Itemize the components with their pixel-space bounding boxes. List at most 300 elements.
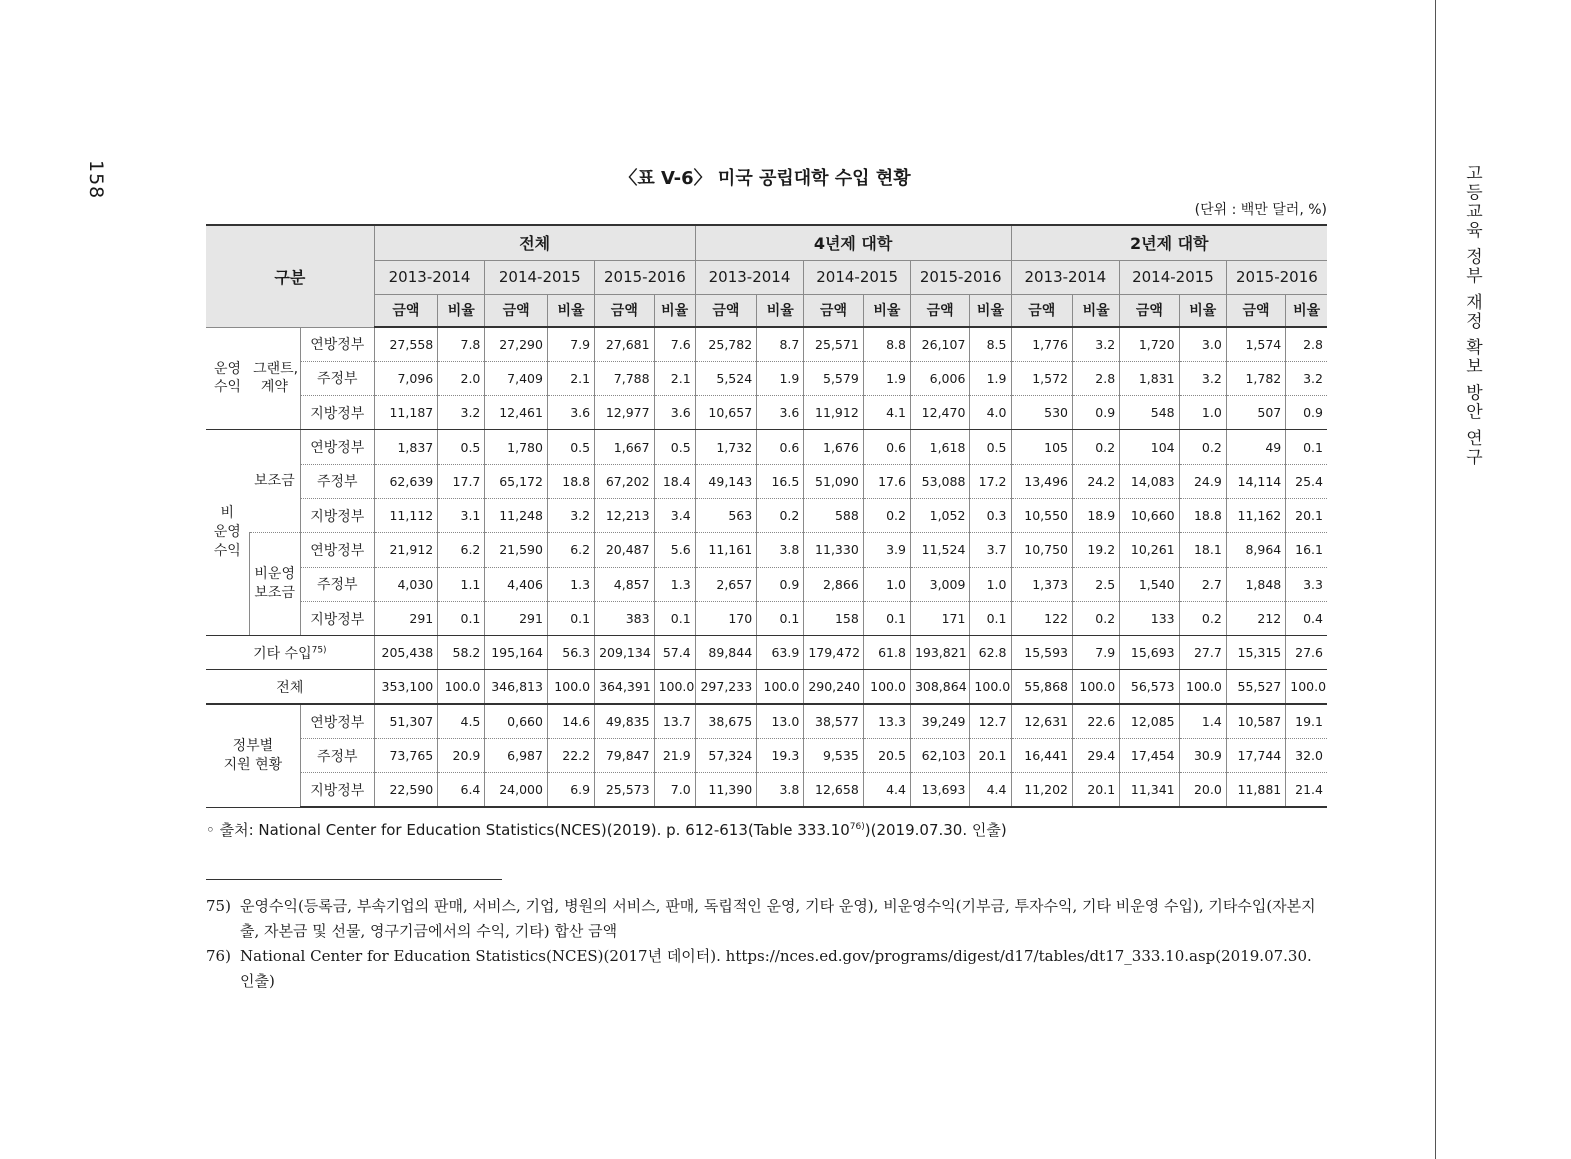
cell-amount: 11,187: [374, 396, 438, 430]
cell-ratio: 1.4: [1179, 704, 1226, 738]
cell-amount: 5,579: [804, 361, 863, 395]
cell-ratio: 3.7: [970, 533, 1011, 567]
cell-amount: 51,307: [374, 704, 438, 738]
cell-ratio: 20.9: [438, 739, 485, 773]
cell-amount: 27,681: [595, 327, 654, 361]
cell-ratio: 4.5: [438, 704, 485, 738]
cell-ratio: 22.6: [1073, 704, 1120, 738]
cell-ratio: 56.3: [547, 636, 594, 670]
cell-ratio: 30.9: [1179, 739, 1226, 773]
table-title: 〈표 V-6〉 미국 공립대학 수입 현황: [619, 168, 911, 189]
cell-amount: 10,261: [1120, 533, 1179, 567]
label-total: 전체: [206, 670, 374, 704]
cell-amount: 13,496: [1011, 464, 1073, 498]
table-row: [206, 430, 1327, 464]
cell-amount: 57,324: [695, 739, 757, 773]
cell-amount: 212: [1226, 601, 1285, 635]
header-group-4year: 4년제 대학: [695, 225, 1011, 260]
cell-amount: 62,639: [374, 464, 438, 498]
cell-ratio: 0.1: [547, 601, 594, 635]
cell-amount: 179,472: [804, 636, 863, 670]
table-row: [206, 327, 1327, 361]
cell-ratio: 19.3: [757, 739, 804, 773]
cell-amount: 10,750: [1011, 533, 1073, 567]
cell-ratio: 3.3: [1286, 567, 1327, 601]
header-amount: 금액: [374, 294, 438, 327]
cell-ratio: 3.8: [757, 773, 804, 807]
cell-amount: 27,558: [374, 327, 438, 361]
cell-ratio: 0.9: [1286, 396, 1327, 430]
cell-amount: 4,030: [374, 567, 438, 601]
cell-ratio: 27.7: [1179, 636, 1226, 670]
cell-ratio: 4.0: [970, 396, 1011, 430]
cell-amount: 15,315: [1226, 636, 1285, 670]
cell-amount: 1,667: [595, 430, 654, 464]
table-row: [206, 704, 1327, 738]
cell-amount: 383: [595, 601, 654, 635]
table-row: [206, 739, 1327, 773]
cell-ratio: 18.8: [547, 464, 594, 498]
table-row: [206, 464, 1327, 498]
cell-amount: 2,866: [804, 567, 863, 601]
cell-ratio: 58.2: [438, 636, 485, 670]
cell-amount: 2,657: [695, 567, 757, 601]
cell-amount: 11,341: [1120, 773, 1179, 807]
cell-ratio: 0.2: [1073, 430, 1120, 464]
label-local: 지방정부: [300, 601, 374, 635]
cell-ratio: 4.4: [863, 773, 910, 807]
cell-ratio: 0.2: [1073, 601, 1120, 635]
cell-ratio: 3.4: [654, 498, 695, 532]
cell-amount: 11,390: [695, 773, 757, 807]
cell-ratio: 1.3: [654, 567, 695, 601]
cell-amount: 16,441: [1011, 739, 1073, 773]
label-state: 주정부: [300, 464, 374, 498]
cell-amount: 13,693: [910, 773, 969, 807]
cell-ratio: 3.2: [438, 396, 485, 430]
header-year: 2015-2016: [1226, 260, 1327, 294]
header-year: 2014-2015: [1120, 260, 1227, 294]
cell-ratio: 8.7: [757, 327, 804, 361]
cell-ratio: 20.1: [1073, 773, 1120, 807]
cell-amount: 4,857: [595, 567, 654, 601]
cell-amount: 10,657: [695, 396, 757, 430]
cell-amount: 25,571: [804, 327, 863, 361]
cell-amount: 6,987: [485, 739, 548, 773]
cell-ratio: 0.2: [1179, 430, 1226, 464]
cell-amount: 73,765: [374, 739, 438, 773]
header-year: 2014-2015: [485, 260, 595, 294]
table-row: [206, 636, 1327, 670]
cell-ratio: 1.0: [970, 567, 1011, 601]
cell-ratio: 0.6: [757, 430, 804, 464]
cell-ratio: 0.9: [1073, 396, 1120, 430]
cell-ratio: 18.1: [1179, 533, 1226, 567]
cell-ratio: 8.8: [863, 327, 910, 361]
table-row: [206, 533, 1327, 567]
footnote-text: 운영수익(등록금, 부속기업의 판매, 서비스, 기업, 병원의 서비스, 판매, 독립적인 운영, 기타 운영), 비운영수익(기부금, 투자수익, 기타 비운영 수입), 기타수입(자본지출, 자본금 및 선물, 영구기금에서의 수익, 기타) 합산 금액: [240, 897, 1316, 940]
label-federal: 연방정부: [300, 327, 374, 361]
cell-ratio: 19.2: [1073, 533, 1120, 567]
cell-amount: 15,693: [1120, 636, 1179, 670]
cell-ratio: 61.8: [863, 636, 910, 670]
label-federal: 연방정부: [300, 704, 374, 738]
cell-ratio: 3.6: [757, 396, 804, 430]
cell-ratio: 1.1: [438, 567, 485, 601]
cell-ratio: 21.9: [654, 739, 695, 773]
cell-amount: 26,107: [910, 327, 969, 361]
cell-ratio: 0.4: [1286, 601, 1327, 635]
label-federal: 연방정부: [300, 533, 374, 567]
table-row: [206, 567, 1327, 601]
cell-ratio: 3.0: [1179, 327, 1226, 361]
header-group-2year: 2년제 대학: [1011, 225, 1327, 260]
cell-amount: 11,112: [374, 498, 438, 532]
cell-ratio: 100.0: [654, 670, 695, 704]
cell-ratio: 7.9: [547, 327, 594, 361]
cell-ratio: 7.6: [654, 327, 695, 361]
cell-amount: 11,881: [1226, 773, 1285, 807]
cell-amount: 55,527: [1226, 670, 1285, 704]
footnote-text: National Center for Education Statistics(NCES)(2017년 데이터). https://nces.ed.gov/programs/digest/d17/tables/dt17_333.10.asp(2019.07.30. 인출): [240, 947, 1312, 990]
source-sup: 76): [849, 822, 865, 832]
cell-ratio: 0.6: [863, 430, 910, 464]
cell-amount: 205,438: [374, 636, 438, 670]
cell-amount: 55,868: [1011, 670, 1073, 704]
cell-amount: 530: [1011, 396, 1073, 430]
cell-amount: 1,676: [804, 430, 863, 464]
cell-ratio: 13.0: [757, 704, 804, 738]
label-nonop-subsidy: 비운영 보조금: [249, 533, 300, 636]
cell-ratio: 0.1: [863, 601, 910, 635]
cell-ratio: 57.4: [654, 636, 695, 670]
cell-amount: 15,593: [1011, 636, 1073, 670]
cell-amount: 27,290: [485, 327, 548, 361]
header-amount: 금액: [1120, 294, 1179, 327]
cell-ratio: 13.7: [654, 704, 695, 738]
cell-amount: 20,487: [595, 533, 654, 567]
cell-ratio: 0.1: [970, 601, 1011, 635]
cell-amount: 24,000: [485, 773, 548, 807]
cell-ratio: 8.5: [970, 327, 1011, 361]
cell-amount: 56,573: [1120, 670, 1179, 704]
cell-amount: 21,590: [485, 533, 548, 567]
header-ratio: 비율: [654, 294, 695, 327]
cell-ratio: 12.7: [970, 704, 1011, 738]
cell-amount: 122: [1011, 601, 1073, 635]
cell-ratio: 1.0: [1179, 396, 1226, 430]
cell-amount: 195,164: [485, 636, 548, 670]
cell-ratio: 13.3: [863, 704, 910, 738]
cell-ratio: 20.1: [1286, 498, 1327, 532]
cell-amount: 193,821: [910, 636, 969, 670]
cell-amount: 39,249: [910, 704, 969, 738]
header-year: 2013-2014: [1011, 260, 1120, 294]
header-amount: 금액: [1226, 294, 1285, 327]
cell-ratio: 21.4: [1286, 773, 1327, 807]
cell-amount: 1,574: [1226, 327, 1285, 361]
cell-amount: 67,202: [595, 464, 654, 498]
cell-ratio: 0.9: [757, 567, 804, 601]
cell-amount: 79,847: [595, 739, 654, 773]
label-local: 지방정부: [300, 396, 374, 430]
cell-amount: 12,658: [804, 773, 863, 807]
cell-amount: 12,631: [1011, 704, 1073, 738]
cell-amount: 53,088: [910, 464, 969, 498]
cell-amount: 6,006: [910, 361, 969, 395]
header-ratio: 비율: [1179, 294, 1226, 327]
header-ratio: 비율: [1073, 294, 1120, 327]
cell-amount: 563: [695, 498, 757, 532]
cell-ratio: 100.0: [1073, 670, 1120, 704]
cell-amount: 62,103: [910, 739, 969, 773]
cell-ratio: 2.0: [438, 361, 485, 395]
footnotes: [206, 894, 1331, 994]
cell-amount: 7,096: [374, 361, 438, 395]
header-year: 2013-2014: [695, 260, 804, 294]
cell-ratio: 0.1: [757, 601, 804, 635]
cell-ratio: 2.7: [1179, 567, 1226, 601]
cell-ratio: 3.1: [438, 498, 485, 532]
cell-ratio: 29.4: [1073, 739, 1120, 773]
footnote-number: 76): [206, 947, 231, 965]
cell-amount: 1,782: [1226, 361, 1285, 395]
cell-ratio: 17.7: [438, 464, 485, 498]
cell-amount: 49,835: [595, 704, 654, 738]
label-state: 주정부: [300, 739, 374, 773]
cell-amount: 171: [910, 601, 969, 635]
cell-amount: 291: [485, 601, 548, 635]
header-ratio: 비율: [547, 294, 594, 327]
cell-ratio: 22.2: [547, 739, 594, 773]
header-amount: 금액: [695, 294, 757, 327]
label-gov-support: 정부별 지원 현황: [206, 704, 300, 807]
running-title: 고등교육 정부 재정 확보 방안 연구: [1462, 164, 1482, 468]
header-year: 2013-2014: [374, 260, 485, 294]
cell-ratio: 100.0: [438, 670, 485, 704]
cell-amount: 11,248: [485, 498, 548, 532]
cell-ratio: 32.0: [1286, 739, 1327, 773]
cell-ratio: 24.2: [1073, 464, 1120, 498]
cell-ratio: 20.1: [970, 739, 1011, 773]
cell-amount: 588: [804, 498, 863, 532]
cell-amount: 7,409: [485, 361, 548, 395]
source-note: [206, 819, 1007, 840]
cell-amount: 291: [374, 601, 438, 635]
label-local: 지방정부: [300, 498, 374, 532]
cell-amount: 14,114: [1226, 464, 1285, 498]
cell-amount: 51,090: [804, 464, 863, 498]
cell-ratio: 0.2: [757, 498, 804, 532]
cell-amount: 1,831: [1120, 361, 1179, 395]
cell-ratio: 3.2: [1286, 361, 1327, 395]
cell-ratio: 2.8: [1286, 327, 1327, 361]
cell-ratio: 2.1: [654, 361, 695, 395]
cell-amount: 22,590: [374, 773, 438, 807]
cell-ratio: 3.8: [757, 533, 804, 567]
cell-ratio: 3.2: [547, 498, 594, 532]
cell-ratio: 1.0: [863, 567, 910, 601]
cell-amount: 1,572: [1011, 361, 1073, 395]
cell-ratio: 100.0: [547, 670, 594, 704]
cell-ratio: 5.6: [654, 533, 695, 567]
cell-amount: 364,391: [595, 670, 654, 704]
cell-ratio: 4.4: [970, 773, 1011, 807]
cell-ratio: 100.0: [1179, 670, 1226, 704]
cell-ratio: 6.2: [438, 533, 485, 567]
cell-amount: 21,912: [374, 533, 438, 567]
label-operating: 운영 수익: [206, 327, 249, 430]
cell-ratio: 1.3: [547, 567, 594, 601]
cell-ratio: 25.4: [1286, 464, 1327, 498]
label-other-sup: 75): [311, 645, 327, 656]
cell-ratio: 6.4: [438, 773, 485, 807]
label-state: 주정부: [300, 361, 374, 395]
cell-amount: 12,213: [595, 498, 654, 532]
cell-amount: 38,675: [695, 704, 757, 738]
header-amount: 금액: [485, 294, 548, 327]
cell-amount: 12,470: [910, 396, 969, 430]
cell-amount: 17,454: [1120, 739, 1179, 773]
label-federal: 연방정부: [300, 430, 374, 464]
label-state: 주정부: [300, 567, 374, 601]
revenue-table: [206, 224, 1327, 808]
cell-amount: 11,162: [1226, 498, 1285, 532]
cell-amount: 49,143: [695, 464, 757, 498]
cell-ratio: 7.0: [654, 773, 695, 807]
cell-ratio: 62.8: [970, 636, 1011, 670]
cell-amount: 11,161: [695, 533, 757, 567]
cell-amount: 10,660: [1120, 498, 1179, 532]
cell-amount: 14,083: [1120, 464, 1179, 498]
cell-ratio: 17.6: [863, 464, 910, 498]
cell-amount: 5,524: [695, 361, 757, 395]
cell-amount: 11,330: [804, 533, 863, 567]
footnote-76: [206, 944, 1331, 994]
cell-ratio: 24.9: [1179, 464, 1226, 498]
table-row: [206, 396, 1327, 430]
table-row: [206, 498, 1327, 532]
cell-ratio: 19.1: [1286, 704, 1327, 738]
cell-ratio: 63.9: [757, 636, 804, 670]
cell-ratio: 0.5: [654, 430, 695, 464]
table-row: [206, 670, 1327, 704]
cell-ratio: 0.1: [1286, 430, 1327, 464]
cell-ratio: 7.9: [1073, 636, 1120, 670]
table-row: [206, 773, 1327, 807]
unit-note: (단위 : 백만 달러, %): [1194, 202, 1327, 218]
source-tail: )(2019.07.30. 인출): [864, 821, 1007, 839]
cell-amount: 49: [1226, 430, 1285, 464]
header-ratio: 비율: [1286, 294, 1327, 327]
cell-amount: 10,587: [1226, 704, 1285, 738]
cell-ratio: 0.3: [970, 498, 1011, 532]
footnote-75: [206, 894, 1331, 944]
cell-ratio: 7.8: [438, 327, 485, 361]
side-rule: [1435, 0, 1436, 1159]
cell-ratio: 3.2: [1179, 361, 1226, 395]
source-text: ◦ 출처: National Center for Education Statistics(NCES)(2019). p. 612-613(Table 333.10: [206, 821, 850, 839]
cell-ratio: 2.8: [1073, 361, 1120, 395]
cell-amount: 507: [1226, 396, 1285, 430]
cell-ratio: 0.1: [438, 601, 485, 635]
header-corner: 구분: [206, 225, 374, 327]
cell-ratio: 16.5: [757, 464, 804, 498]
cell-ratio: 0.5: [438, 430, 485, 464]
cell-amount: 290,240: [804, 670, 863, 704]
cell-ratio: 3.2: [1073, 327, 1120, 361]
cell-ratio: 1.9: [970, 361, 1011, 395]
cell-amount: 25,782: [695, 327, 757, 361]
cell-amount: 1,373: [1011, 567, 1073, 601]
cell-amount: 12,461: [485, 396, 548, 430]
header-amount: 금액: [910, 294, 969, 327]
header-ratio: 비율: [757, 294, 804, 327]
cell-ratio: 6.2: [547, 533, 594, 567]
header-year: 2015-2016: [910, 260, 1011, 294]
cell-ratio: 100.0: [1286, 670, 1327, 704]
cell-ratio: 20.5: [863, 739, 910, 773]
cell-amount: 1,848: [1226, 567, 1285, 601]
cell-amount: 1,837: [374, 430, 438, 464]
cell-ratio: 1.9: [757, 361, 804, 395]
cell-ratio: 18.8: [1179, 498, 1226, 532]
cell-amount: 1,732: [695, 430, 757, 464]
label-other: [206, 636, 374, 670]
cell-amount: 7,788: [595, 361, 654, 395]
cell-amount: 353,100: [374, 670, 438, 704]
cell-ratio: 17.2: [970, 464, 1011, 498]
header-group-total: 전체: [374, 225, 695, 260]
cell-ratio: 3.6: [547, 396, 594, 430]
page-number: 158: [85, 160, 107, 200]
table-row: [206, 601, 1327, 635]
label-grant: 그랜트, 계약: [249, 327, 300, 430]
cell-ratio: 100.0: [757, 670, 804, 704]
cell-ratio: 16.1: [1286, 533, 1327, 567]
cell-amount: 11,202: [1011, 773, 1073, 807]
cell-ratio: 14.6: [547, 704, 594, 738]
header-ratio: 비율: [438, 294, 485, 327]
header-amount: 금액: [595, 294, 654, 327]
cell-amount: 89,844: [695, 636, 757, 670]
cell-amount: 1,618: [910, 430, 969, 464]
cell-amount: 297,233: [695, 670, 757, 704]
header-year: 2015-2016: [595, 260, 696, 294]
cell-amount: 158: [804, 601, 863, 635]
cell-ratio: 100.0: [970, 670, 1011, 704]
cell-ratio: 18.9: [1073, 498, 1120, 532]
cell-amount: 12,977: [595, 396, 654, 430]
cell-ratio: 0.5: [547, 430, 594, 464]
cell-ratio: 100.0: [863, 670, 910, 704]
cell-amount: 0,660: [485, 704, 548, 738]
cell-amount: 17,744: [1226, 739, 1285, 773]
cell-ratio: 27.6: [1286, 636, 1327, 670]
cell-amount: 25,573: [595, 773, 654, 807]
cell-amount: 11,912: [804, 396, 863, 430]
label-nonoperating: 비 운영 수익: [206, 430, 249, 636]
cell-amount: 9,535: [804, 739, 863, 773]
label-local: 지방정부: [300, 773, 374, 807]
cell-ratio: 0.2: [863, 498, 910, 532]
cell-amount: 104: [1120, 430, 1179, 464]
cell-amount: 308,864: [910, 670, 969, 704]
cell-amount: 1,052: [910, 498, 969, 532]
label-subsidy: 보조금: [249, 430, 300, 533]
cell-ratio: 0.5: [970, 430, 1011, 464]
cell-amount: 65,172: [485, 464, 548, 498]
